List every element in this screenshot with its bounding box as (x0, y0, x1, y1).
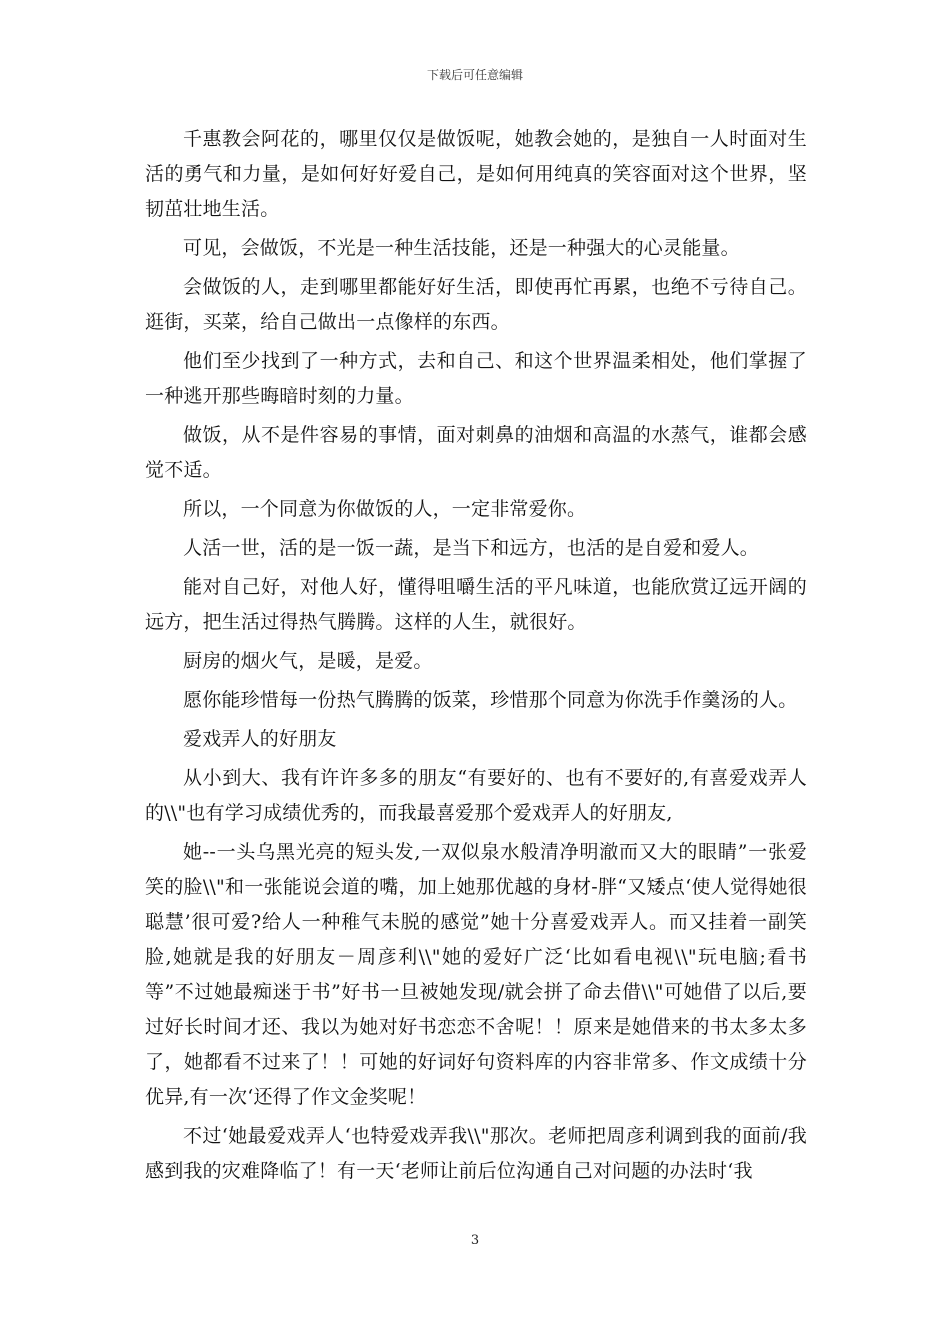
paragraph: 她--一头乌黑光亮的短头发,一双似泉水般清净明澈而又大的眼睛”一张爱笑的脸\\"和一张能说会道的嘴，加上她那优越的身材-胖“又矮点‘使人觉得她很聪慧’很可爱?给人一种稚气未脱的感觉”她十分喜爱戏弄人。而又挂着一副笑脸,她就是我的好朋友－周彦利\\"她的爱好广泛‘比如看电视\\"玩电脑;看书等”不过她最痴迷于书”好书一旦被她发现/就会拼了命去借\\"可她借了以后,要过好长时间才还、我以为她对好书恋恋不舍呢！！原来是她借来的书太多太多了，她都看不过来了！！可她的好词好句资料库的内容非常多、作文成绩十分优异,有一次‘还得了作文金奖呢！ (145, 841, 807, 1108)
paragraph: 会做饭的人，走到哪里都能好好生活，即使再忙再累，也绝不亏待自己。逛街，买菜，给自己做出一点像样的东西。 (145, 276, 807, 333)
page-number: 3 (470, 1233, 480, 1248)
paragraph: 能对自己好，对他人好，懂得咀嚼生活的平凡味道，也能欣赏辽远开阔的远方，把生活过得热气腾腾。这样的人生，就很好。 (145, 576, 807, 633)
page-header: 下载后可任意编辑 (426, 68, 523, 82)
paragraph: 愿你能珍惜每一份热气腾腾的饭菜，珍惜那个同意为你洗手作羹汤的人。 (183, 689, 798, 711)
paragraph: 做饭，从不是件容易的事情，面对刺鼻的油烟和高温的水蒸气，谁都会感觉不适。 (145, 424, 807, 481)
paragraph: 可见，会做饭，不光是一种生活技能，还是一种强大的心灵能量。 (183, 237, 740, 259)
paragraph: 所以，一个同意为你做饭的人，一定非常爱你。 (183, 498, 587, 520)
paragraph: 千惠教会阿花的，哪里仅仅是做饭呢，她教会她的，是独自一人时面对生活的勇气和力量，是如何好好爱自己，是如何用纯真的笑容面对这个世界，坚韧茁壮地生活。 (145, 128, 807, 220)
paragraph: 人活一世，活的是一饭一蔬，是当下和远方，也活的是自爱和爱人。 (183, 537, 760, 559)
section-title: 爱戏弄人的好朋友 (183, 728, 337, 750)
document-body (145, 122, 807, 1193)
paragraph: 他们至少找到了一种方式，去和自己、和这个世界温柔相处，他们掌握了一种逃开那些晦暗时刻的力量。 (145, 350, 807, 407)
paragraph: 从小到大、我有许许多多的朋友“有要好的、也有不要好的,有喜爱戏弄人的\\"也有学习成绩优秀的，而我最喜爱那个爱戏弄人的好朋友, (145, 767, 807, 824)
paragraph: 厨房的烟火气，是暖，是爱。 (183, 650, 433, 672)
paragraph: 不过‘她最爱戏弄人‘也特爱戏弄我\\"那次。老师把周彦利调到我的面前/我感到我的灾难降临了！有一天‘老师让前后位沟通自己对问题的办法时‘我 (145, 1125, 807, 1182)
